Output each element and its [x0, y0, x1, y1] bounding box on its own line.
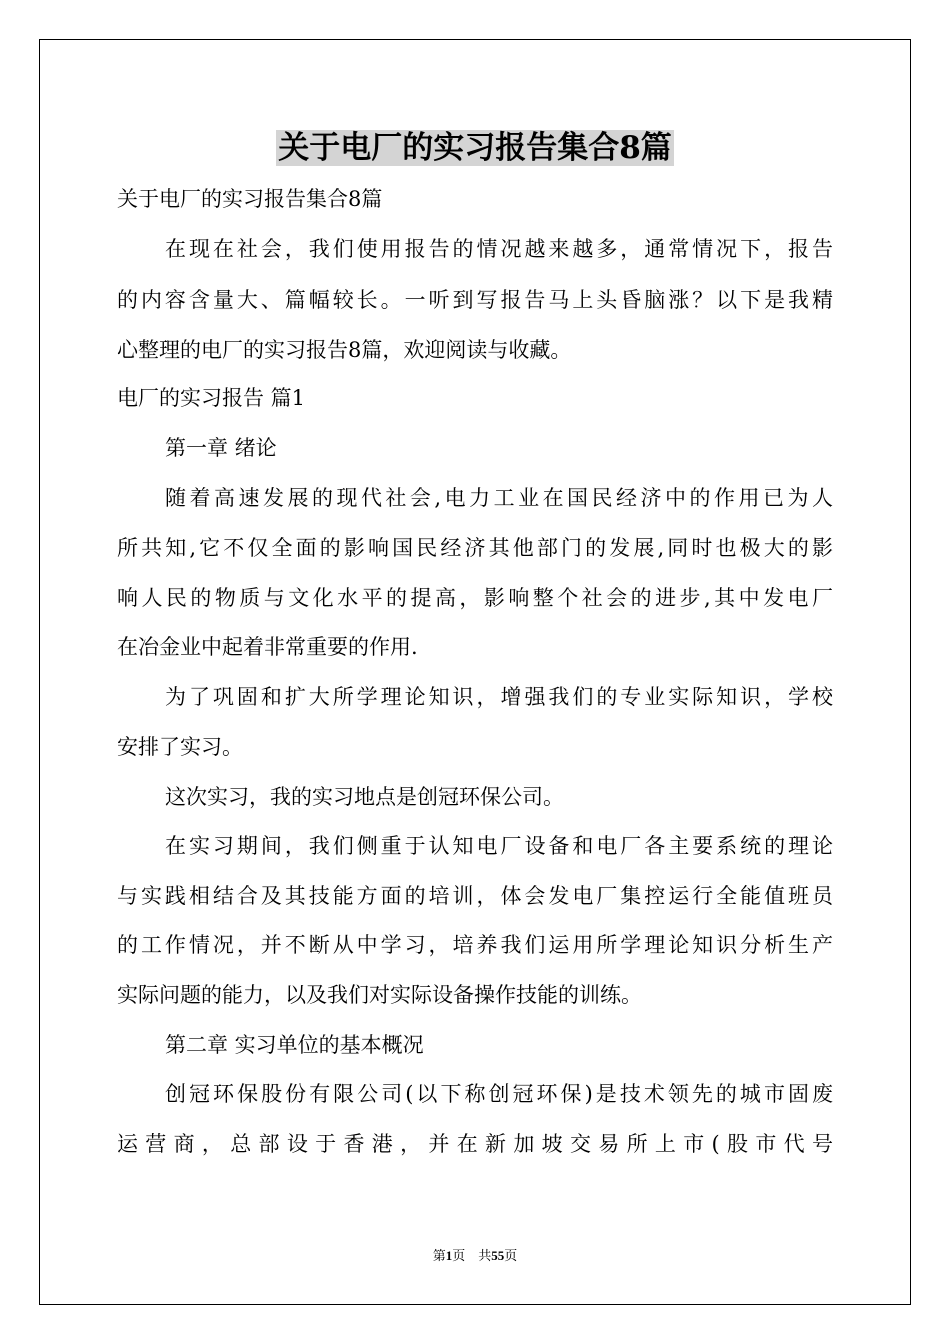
paragraph-line: 的工作情况，并不断从中学习，培养我们运用所学理论知识分析生产: [117, 933, 833, 957]
paragraph-line: 实际问题的能力，以及我们对实际设备操作技能的训练。: [117, 983, 642, 1007]
paragraph-line: 所共知,它不仅全面的影响国民经济其他部门的发展,同时也极大的影: [117, 536, 833, 560]
footer-page-suffix: 页 共: [452, 1248, 492, 1263]
footer-total-pages: 55: [491, 1248, 505, 1263]
paragraph-line: 的内容含量大、篇幅较长。一听到写报告马上头昏脑涨？以下是我精: [117, 288, 833, 312]
paragraph-line: 这次实习，我的实习地点是创冠环保公司。: [165, 785, 564, 809]
footer-total-suffix: 页: [504, 1248, 518, 1263]
chapter-heading: 第一章 绪论: [165, 436, 277, 460]
page-footer: [0, 1247, 950, 1265]
section-heading: 电厂的实习报告 篇1: [117, 386, 306, 410]
paragraph-line: 心整理的电厂的实习报告8篇，欢迎阅读与收藏。: [117, 338, 572, 362]
subtitle-line: 关于电厂的实习报告集合8篇: [117, 187, 383, 211]
paragraph-line: 在现在社会，我们使用报告的情况越来越多，通常情况下，报告: [165, 237, 833, 261]
paragraph-line: 运营商，总部设于香港，并在新加坡交易所上市(股市代号: [117, 1132, 833, 1156]
footer-page-number: 1: [445, 1248, 453, 1263]
footer-page-prefix: 第: [432, 1248, 446, 1263]
paragraph-line: 创冠环保股份有限公司(以下称创冠环保)是技术领先的城市固废: [165, 1082, 833, 1106]
paragraph-line: 安排了实习。: [117, 735, 243, 759]
page-border: [39, 39, 911, 1305]
paragraph-line: 随着高速发展的现代社会,电力工业在国民经济中的作用已为人: [165, 486, 833, 510]
paragraph-line: 在实习期间，我们侧重于认知电厂设备和电厂各主要系统的理论: [165, 834, 833, 858]
paragraph-line: 在冶金业中起着非常重要的作用.: [117, 635, 418, 659]
chapter-heading: 第二章 实习单位的基本概况: [165, 1033, 424, 1057]
paragraph-line: 响人民的物质与文化水平的提高，影响整个社会的进步,其中发电厂: [117, 586, 833, 610]
paragraph-line: 为了巩固和扩大所学理论知识，增强我们的专业实际知识，学校: [165, 685, 833, 709]
paragraph-line: 与实践相结合及其技能方面的培训，体会发电厂集控运行全能值班员: [117, 884, 833, 908]
document-title-text: 关于电厂的实习报告集合8篇: [278, 130, 672, 166]
document-title: [0, 126, 950, 170]
